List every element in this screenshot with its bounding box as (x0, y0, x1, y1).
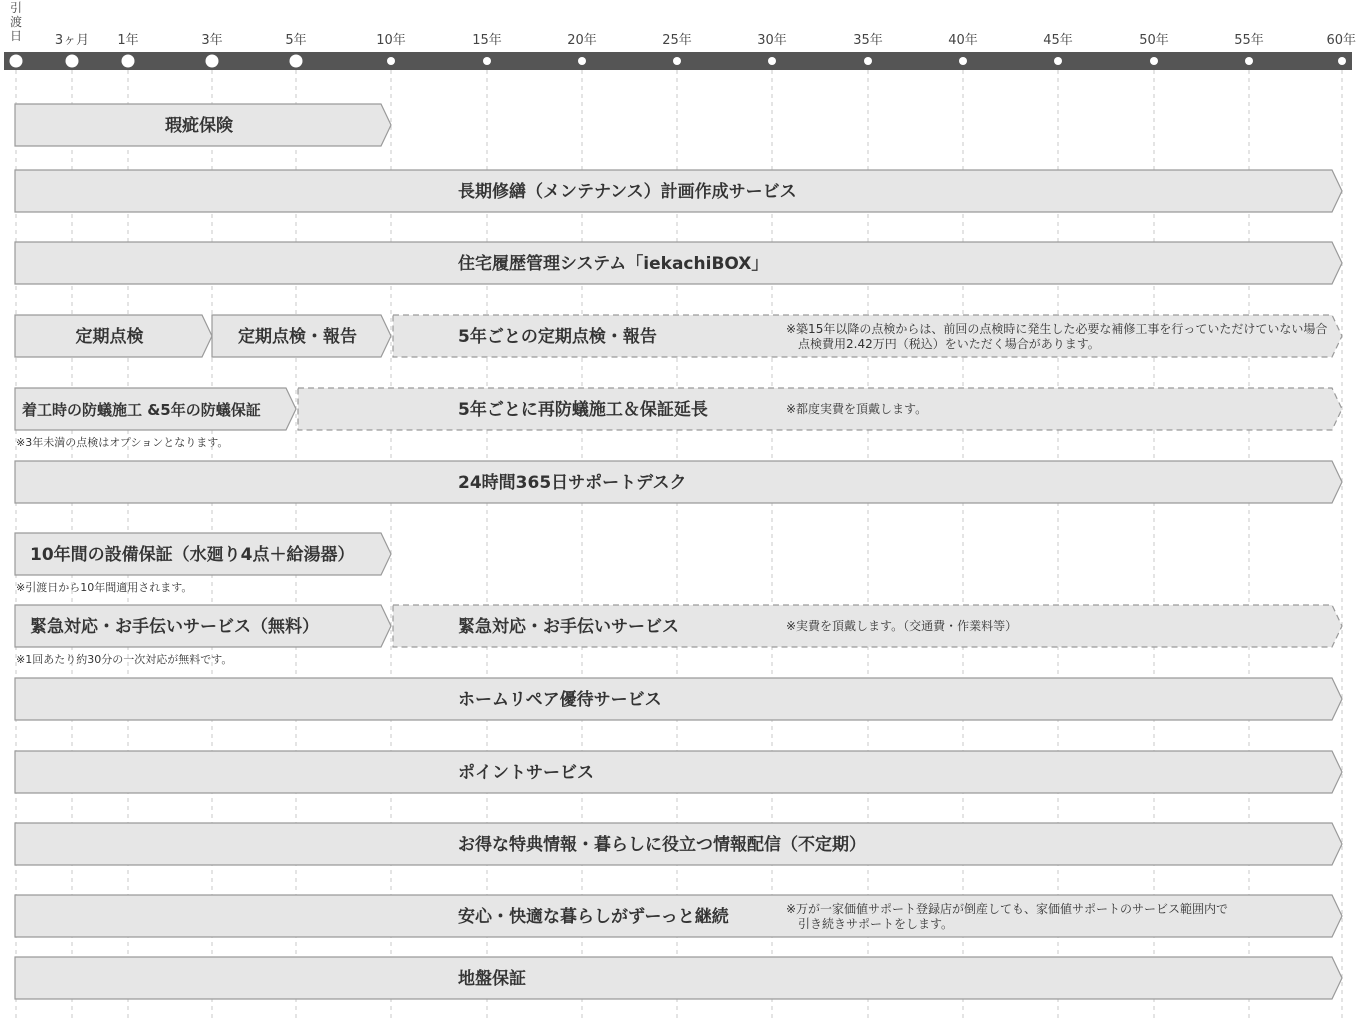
tick-label: 35年 (853, 33, 883, 48)
bar-label: 緊急対応・お手伝いサービス (458, 617, 679, 637)
bar-label: 10年間の設備保証（水廻り4点＋給湯器） (30, 545, 355, 565)
timeline-marker (122, 55, 135, 68)
timeline-marker (66, 55, 79, 68)
tick-label: 25年 (662, 33, 692, 48)
tick-label: 15年 (472, 33, 502, 48)
timeline-row (15, 605, 1342, 666)
timeline-row (15, 751, 1342, 793)
bar-label: 5年ごとの定期点検・報告 (458, 327, 657, 347)
timeline-row (15, 823, 1342, 865)
timeline-row (15, 315, 1342, 357)
start-label (10, 0, 23, 68)
bar-label: 住宅履歴管理システム「iekachiBOX」 (458, 254, 769, 274)
tick-label: 10年 (376, 33, 406, 48)
bar-note: ※実費を頂戴します。（交通費・作業料等） (786, 619, 1018, 633)
bar-label: 5年ごとに再防蟻施工＆保証延長 (458, 400, 708, 420)
bar-label: 安心・快適な暮らしがずーっと継続 (458, 907, 729, 927)
bar-label: 緊急対応・お手伝いサービス（無料） (30, 617, 319, 637)
bar-label: 地盤保証 (458, 969, 526, 989)
timeline-row (15, 104, 391, 146)
bar-note: ※都度実費を頂戴します。 (786, 402, 928, 416)
bar-note: 点検費用2.42万円（税込）をいただく場合があります。 (798, 337, 1100, 351)
tick-label: 5年 (285, 33, 307, 48)
tick-label: 3ヶ月 (54, 33, 90, 48)
service-bar (15, 678, 1342, 720)
tick-label: 20年 (567, 33, 597, 48)
timeline-marker (387, 57, 395, 65)
timeline-row (15, 242, 1342, 284)
bar-label: ポイントサービス (458, 763, 594, 783)
bar-note: ※万が一家価値サポート登録店が倒産しても、家価値サポートのサービス範囲内で (786, 902, 1229, 916)
bar-label: 長期修繕（メンテナンス）計画作成サービス (458, 182, 797, 202)
tick-label: 60年 (1326, 33, 1356, 48)
bar-label: 24時間365日サポートデスク (458, 473, 687, 493)
timeline-row (15, 678, 1342, 720)
tick-label: 3年 (201, 33, 223, 48)
row-note: ※1回あたり約30分の一次対応が無料です。 (16, 653, 233, 666)
bar-note: ※築15年以降の点検からは、前回の点検時に発生した必要な補修工事を行っていただけていない場合 (786, 322, 1328, 336)
bar-label: 定期点検 (75, 327, 144, 347)
tick-label: 55年 (1234, 33, 1264, 48)
timeline-row (15, 895, 1342, 937)
bar-label: お得な特典情報・暮らしに役立つ情報配信（不定期） (458, 835, 866, 855)
timeline-marker (673, 57, 681, 65)
timeline-marker (1150, 57, 1158, 65)
bar-label: 着工時の防蟻施工 &5年の防蟻保証 (22, 401, 261, 419)
timeline-marker (578, 57, 586, 65)
service-bar (15, 957, 1342, 999)
timeline-marker (483, 57, 491, 65)
timeline-marker (10, 55, 23, 68)
bar-label: ホームリペア優待サービス (458, 690, 662, 710)
start-label-text: 引渡日 (9, 1, 23, 43)
timeline-marker (1054, 57, 1062, 65)
row-note: ※引渡日から10年間適用されます。 (16, 581, 193, 594)
bar-label: 定期点検・報告 (238, 327, 357, 347)
timeline-marker (206, 55, 219, 68)
timeline-marker (768, 57, 776, 65)
timeline-marker (959, 57, 967, 65)
tick-label: 30年 (757, 33, 787, 48)
timeline-row (15, 533, 391, 594)
row-note: ※3年未満の点検はオプションとなります。 (16, 436, 229, 449)
timeline-marker (1338, 57, 1346, 65)
timeline-row (15, 170, 1342, 212)
tick-label: 1年 (117, 33, 139, 48)
bar-note: 引き続きサポートをします。 (798, 917, 954, 931)
timeline-marker (1245, 57, 1253, 65)
bar-label: 瑕疵保険 (165, 116, 233, 136)
tick-label: 40年 (948, 33, 978, 48)
service-bar (15, 751, 1342, 793)
timeline-row (15, 461, 1342, 503)
timeline-row (15, 957, 1342, 999)
tick-label: 45年 (1043, 33, 1073, 48)
timeline-row (15, 388, 1342, 449)
timeline-marker (290, 55, 303, 68)
tick-label: 50年 (1139, 33, 1169, 48)
timeline-marker (864, 57, 872, 65)
